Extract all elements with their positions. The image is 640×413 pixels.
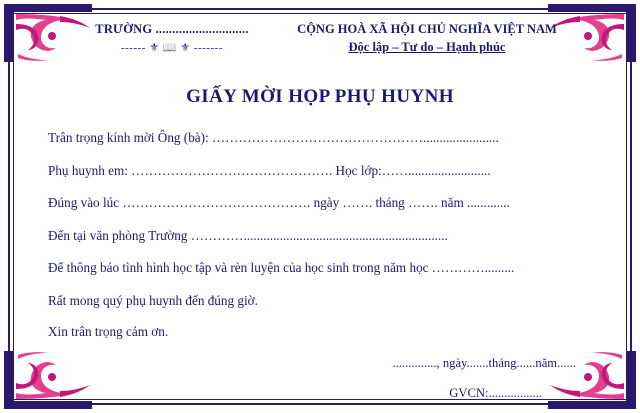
document-closing [26, 356, 614, 401]
body-line-punctuality: Rất mong quý phụ huynh đến đúng giờ. [48, 292, 258, 308]
body-line-invitee: Trân trọng kính mời Ông (bà): …………………………………………....................... [48, 130, 499, 145]
school-block [72, 20, 272, 54]
document-header [26, 18, 614, 55]
body-line-purpose: Để thông báo tình hình học tập và rèn luyện của học sinh trong năm học …………......... [48, 260, 515, 275]
country-name-label: CỘNG HOÀ XÃ HỘI CHỦ NGHĨA VIỆT NAM [297, 22, 557, 36]
body-line-thanks: Xin trân trọng cảm ơn. [48, 324, 169, 339]
document-body [26, 130, 614, 341]
closing-date-line: .............., ngày.......tháng......năm...... [392, 355, 576, 370]
national-heading [282, 20, 572, 55]
body-line-datetime: Đúng vào lúc ……………………………………. ngày ……. tháng ……. năm ............. [48, 195, 510, 210]
signature-label: GVCN:................. [449, 385, 542, 400]
document-content [26, 18, 614, 400]
body-line-location: Đến tại văn phòng Trường ………….............................................................. [48, 227, 448, 243]
body-line-student-class: Phụ huynh em: ………………………………………. Học lớp:……......................... [48, 162, 491, 178]
country-motto-label: Độc lập – Tư do – Hạnh phúc [348, 40, 506, 54]
school-divider-icon: ------ ⚜ 📖 ⚜ ------- [120, 42, 224, 54]
school-name-label: TRƯỜNG ............................ [95, 22, 249, 36]
page-title: GIẤY MỜI HỌP PHỤ HUYNH [186, 86, 454, 107]
